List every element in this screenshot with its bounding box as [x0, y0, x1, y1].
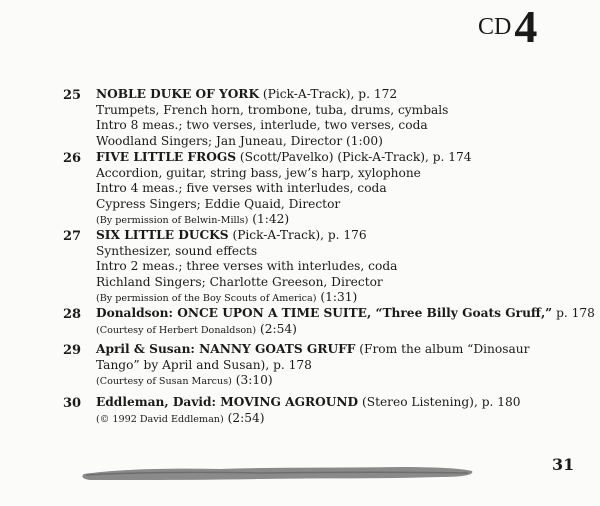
- track-duration: (2:54): [256, 321, 297, 336]
- track-line: Trumpets, French horn, trombone, tuba, drums, cymbals: [96, 102, 449, 117]
- page-number: 31: [552, 455, 575, 474]
- track-title: April & Susan: NANNY GOATS GRUFF: [96, 342, 356, 356]
- track-number: 25: [63, 88, 82, 103]
- track-title: SIX LITTLE DUCKS: [96, 228, 229, 242]
- cd-label: [478, 1, 538, 52]
- track-line: Intro 2 meas.; three verses with interludes, coda: [96, 259, 398, 274]
- track-source: (Pick-A-Track), p. 172: [259, 87, 398, 101]
- credit-note: (By permission of Belwin-Mills): [96, 215, 249, 227]
- track-line: Synthesizer, sound effects: [96, 243, 258, 258]
- track-line: Richland Singers; Charlotte Greeson, Director: [96, 274, 383, 289]
- track-number: 27: [63, 229, 82, 244]
- track-line: Intro 4 meas.; five verses with interludes, coda: [96, 181, 387, 196]
- credit-note: (By permission of the Boy Scouts of America): [96, 293, 317, 305]
- track-source: (From the album “Dinosaur Tango” by April and Susan), p. 178: [96, 342, 530, 372]
- credit-note: (© 1992 David Eddleman): [96, 413, 224, 425]
- track-title: NOBLE DUKE OF YORK: [96, 87, 260, 101]
- track-line: Woodland Singers; Jan Juneau, Director (1:00): [96, 133, 383, 148]
- credit-note: (Courtesy of Susan Marcus): [96, 376, 232, 388]
- cd-number: 4: [514, 1, 538, 52]
- track-source: (Pick-A-Track), p. 176: [228, 228, 367, 242]
- track-duration: (2:54): [223, 410, 265, 425]
- track-line: Intro 8 meas.; two verses, interlude, two verses, coda: [96, 118, 428, 133]
- track-duration: (1:31): [316, 290, 358, 305]
- credit-note: (Courtesy of Herbert Donaldson): [96, 324, 257, 336]
- track-number: 29: [63, 343, 82, 358]
- track-duration: (1:42): [248, 212, 290, 227]
- track-source: (Scott/Pavelko) (Pick-A-Track), p. 174: [236, 150, 472, 164]
- track-line: Accordion, guitar, string bass, jew’s harp, xylophone: [96, 165, 421, 180]
- track-source: p. 178: [552, 306, 595, 320]
- track-title: FIVE LITTLE FROGS: [96, 150, 237, 164]
- track-source: (Stereo Listening), p. 180: [358, 395, 521, 409]
- track-line: Cypress Singers; Eddie Quaid, Director: [96, 196, 341, 211]
- track-title: Eddleman, David: MOVING AGROUND: [96, 395, 359, 409]
- brush-stroke-decoration: [80, 463, 475, 483]
- track-title: Donaldson: ONCE UPON A TIME SUITE, “Three Billy Goats Gruff,”: [96, 306, 553, 320]
- track-number: 28: [63, 307, 82, 322]
- track-number: 30: [63, 396, 82, 411]
- track-duration: (3:10): [231, 373, 273, 388]
- cd-text: CD: [478, 14, 512, 40]
- track-number: 26: [63, 151, 82, 166]
